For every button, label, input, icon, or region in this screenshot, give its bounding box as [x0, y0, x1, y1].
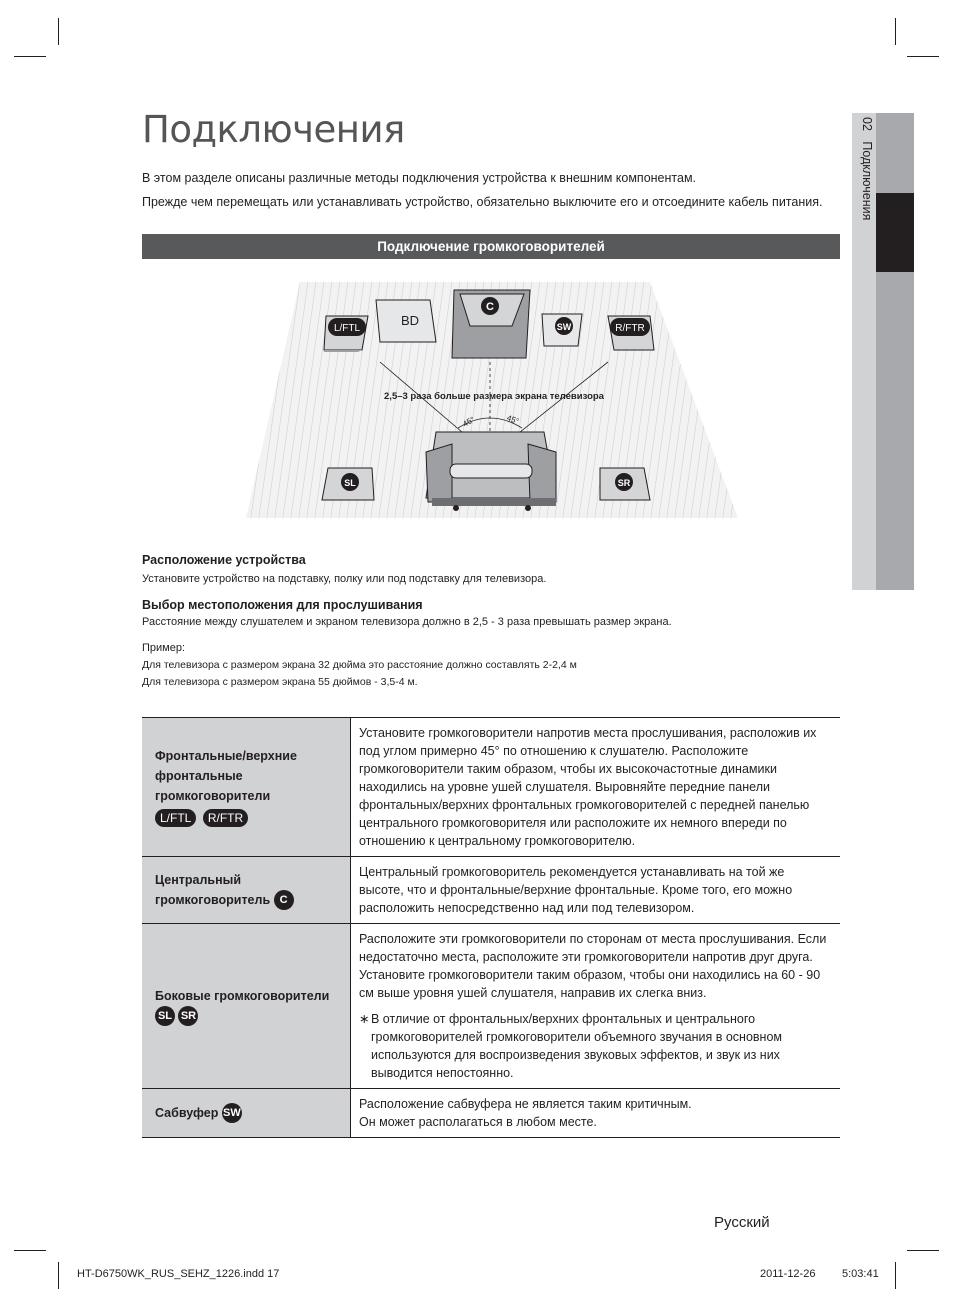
crop-mark — [14, 1250, 46, 1251]
rftr-badge-label: R/FTR — [615, 323, 645, 334]
crop-mark — [907, 56, 939, 57]
surround-left-speaker — [322, 468, 374, 500]
subwoofer-cell — [351, 1089, 841, 1138]
table-row — [142, 1089, 840, 1138]
subwoofer — [542, 314, 582, 346]
surround-note-text: В отличие от фронтальных/верхних фронтальных и центрального громкоговорителей громкоговорители объемного звучания в основном используются для воспроизведения звуковых эффектов, и звук из них выводится непостоянно. — [371, 1012, 782, 1080]
row-label-center — [142, 857, 351, 924]
subwoofer-text-1: Расположение сабвуфера не является таким критичным. — [359, 1097, 692, 1111]
language-label: Русский — [714, 1214, 770, 1231]
footer-date: 2011-12-26 — [760, 1268, 816, 1280]
crop-mark — [58, 18, 59, 45]
crop-mark — [895, 1262, 896, 1289]
surround-speakers-text: Расположите эти громкоговорители по сторонам от места прослушивания. Если недостаточно места, расположите эти громкоговорители напротив друг друга. Установите громкоговорители таким образом, чтобы они находились на 60 - 90 см выше уровня ушей слушателя, направив их слегка вниз. — [359, 932, 827, 1000]
row-label-subwoofer — [142, 1089, 351, 1138]
center-speaker-text: Центральный громкоговоритель рекомендуется устанавливать на той же высоте, что и фронтальные/верхние фронтальные. Кроме того, его можно расположить непосредственно над или под телевизором. — [351, 857, 841, 924]
speaker-placement-table — [142, 717, 840, 1138]
speaker-layout-diagram — [244, 280, 740, 522]
listener-sofa — [426, 432, 556, 511]
surround-speakers-cell — [351, 924, 841, 1089]
listening-position-heading: Выбор местоположения для прослушивания — [142, 598, 423, 612]
subwoofer-text-2: Он может располагаться в любом месте. — [359, 1115, 597, 1129]
crop-mark — [895, 18, 896, 45]
device-placement-heading: Расположение устройства — [142, 553, 306, 567]
table-row — [142, 924, 840, 1089]
crop-mark — [58, 1262, 59, 1289]
subwoofer-label: Сабвуфер — [155, 1105, 219, 1120]
chapter-number: 02 — [860, 117, 874, 131]
angle-right-label: 45° — [505, 413, 521, 426]
example-line-2: Для телевизора с размером экрана 55 дюймов - 3,5-4 м. — [142, 676, 418, 688]
crop-mark — [14, 56, 46, 57]
rftr-badge: R/FTR — [203, 809, 248, 827]
intro-line-2: Прежде чем перемещать или устанавливать устройство, обязательно выключите его и отсоедините кабель питания. — [142, 195, 823, 209]
intro-line-1: В этом разделе описаны различные методы подключения устройства к внешним компонентам. — [142, 171, 697, 185]
chapter-name: Подключения — [860, 141, 874, 221]
chapter-side-marker — [876, 193, 914, 272]
surround-note — [359, 1010, 832, 1082]
angle-left-label: 45° — [461, 414, 477, 429]
example-line-1: Для телевизора с размером экрана 32 дюйма это расстояние должно составлять 2-2,4 м — [142, 659, 577, 671]
page-title: Подключения — [142, 108, 405, 151]
listening-position-text: Расстояние между слушателем и экраном телевизора должно в 2,5 - 3 раза превышать размер экрана. — [142, 616, 672, 628]
lftl-badge-label: L/FTL — [333, 323, 361, 334]
table-row — [142, 857, 840, 924]
front-speakers-label: Фронтальные/верхние фронтальные громкоговорители — [155, 749, 297, 803]
sw-badge: SW — [222, 1103, 242, 1123]
tv-with-center-speaker — [452, 290, 530, 358]
front-right-speaker — [608, 316, 654, 350]
bd-player — [376, 300, 436, 342]
footer-time: 5:03:41 — [842, 1268, 879, 1280]
sr-badge-label: SR — [617, 478, 631, 488]
lftl-badge: L/FTL — [155, 809, 196, 827]
crop-mark — [907, 1250, 939, 1251]
footer-file-name: HT-D6750WK_RUS_SEHZ_1226.indd 17 — [77, 1268, 280, 1280]
center-speaker-label: Центральный громкоговоритель — [155, 872, 271, 907]
row-label-surround — [142, 924, 351, 1089]
sw-badge-label: SW — [556, 322, 572, 332]
section-heading: Подключение громкоговорителей — [142, 234, 840, 259]
sr-badge: SR — [178, 1006, 198, 1026]
sl-badge: SL — [155, 1006, 175, 1026]
note-asterisk: ∗ — [359, 1012, 370, 1026]
device-placement-text: Установите устройство на подставку, полку или под подставку для телевизора. — [142, 573, 547, 585]
chapter-side-label — [852, 117, 874, 220]
surround-right-speaker — [600, 468, 650, 500]
distance-caption: 2,5–3 раза больше размера экрана телевизора — [384, 391, 604, 402]
center-badge-label: C — [486, 301, 494, 313]
table-row — [142, 718, 840, 857]
row-label-front — [142, 718, 351, 857]
bd-label: BD — [400, 313, 420, 328]
example-label: Пример: — [142, 642, 186, 654]
center-badge: C — [274, 890, 294, 910]
chapter-side-strip — [876, 113, 914, 590]
front-left-speaker — [324, 316, 368, 352]
surround-speakers-label: Боковые громкоговорители — [155, 988, 330, 1003]
front-speakers-text: Установите громкоговорители напротив места прослушивания, расположив их под углом примерно 45° по отношению к слушателю. Расположите громкоговорители таким образом, чтобы их высокочастотные динамики находились на уровне ушей слушателя. Выровняйте передние панели фронтальных/верхних фронтальных громкоговорителей с передней панелью центрального громкоговорителя или расположите их немного впереди по отношению к центральному громкоговорителю. — [351, 718, 841, 857]
sl-badge-label: SL — [344, 478, 356, 488]
